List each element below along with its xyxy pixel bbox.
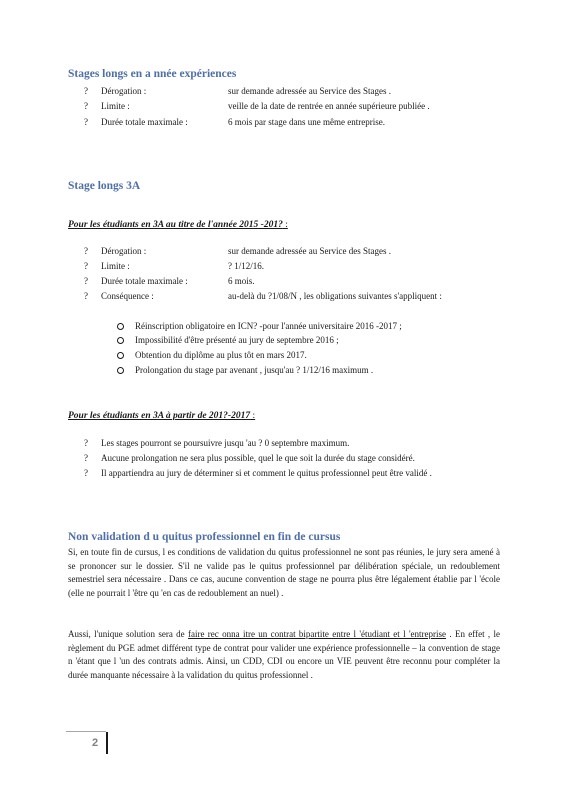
bullet-value: ? 1/12/16. [228,261,264,271]
sublist-text: Réinscription obligatoire en ICN? -pour l'année universitaire 2016 -2017 ; [135,321,402,331]
bullet-text: Il appartiendra au jury de déterminer si et comment le quitus professionnel peut être validé . [101,468,432,478]
circle-bullet-icon [117,367,124,374]
bullet-marker: ? [84,261,88,271]
section-heading-non-validation: Non validation d u quitus professionnel en fin de cursus [68,531,341,543]
subheading-suffix: : [250,411,256,421]
bullet-label: Dérogation : [101,86,147,96]
bullet-value: 6 mois. [228,276,255,286]
bullet-label: Dérogation : [101,246,147,256]
bullet-value: sur demande adressée au Service des Stages . [228,246,391,256]
bullet-marker: ? [84,276,88,286]
bullet-label: Limite : [101,101,130,111]
bullet-marker: ? [84,101,88,111]
bullet-text: Les stages pourront se poursuivre jusqu 'au ? 0 septembre maximum. [101,438,350,448]
paragraph-unique-solution [68,628,500,682]
bullet-label: Durée totale maximale : [101,276,188,286]
bullet-value: au-delà du ?1/08/N , les obligations suivantes s'appliquent : [228,291,442,301]
sublist-text: Obtention du diplôme au plus tôt en mars 2017. [135,350,307,360]
bullet-marker: ? [84,291,88,301]
bullet-value: sur demande adressée au Service des Stages . [228,86,391,96]
circle-bullet-icon [117,323,124,330]
bullet-marker: ? [84,246,88,256]
paragraph-text: . En effet , le règlement du PGE admet différent type de contrat pour valider une expérience professionnelle – la convention de stage n 'étant que l 'un des contrats admis. Ainsi, un CDD, CDI ou encore un VIE peuvent être reconnu pour compléter la durée manquante nécessaire à la validation du quitus professionnel . [68,629,500,680]
footer-rule [66,731,106,732]
bullet-text: Aucune prolongation ne sera plus possible, quel le que soit la durée du stage considéré. [101,453,415,463]
section-heading-stage-longs-3a: Stage longs 3A [68,180,141,192]
section-heading-stages-longs-annee-experiences: Stages longs en a nnée expériences [68,68,237,80]
bullet-marker: ? [84,453,88,463]
subheading-suffix: : [282,220,288,230]
paragraph-text: Aussi, l'unique solution sera de [68,629,188,639]
subheading-etudiants-3a-2017 [68,411,255,421]
bullet-marker: ? [84,117,88,127]
circle-bullet-icon [117,337,124,344]
sublist-text: Impossibilité d'être présenté au jury de septembre 2016 ; [135,335,339,345]
bullet-marker: ? [84,438,88,448]
bullet-marker: ? [84,468,88,478]
subheading-etudiants-3a-2015 [68,220,288,230]
underlined-text: faire rec onna itre un contrat bipartite entre l 'étudiant et l 'entreprise [188,629,447,639]
page-number: 2 [92,737,99,749]
bullet-value: veille de la date de rentrée en année supérieure publiée . [228,101,430,111]
sublist-text: Prolongation du stage par avenant , jusqu'au ? 1/12/16 maximum . [135,365,374,375]
bullet-label: Durée totale maximale : [101,117,188,127]
bullet-marker: ? [84,86,88,96]
bullet-label: Limite : [101,261,130,271]
circle-bullet-icon [117,352,124,359]
paragraph-non-validation: Si, en toute fin de cursus, l es conditions de validation du quitus professionnel ne sont pas réunies, le jury sera amené à se prononcer sur le dossier. S'il ne valide pas le quitus professionnel par délibération spéciale, un redoublement semestriel sera nécessaire . Dans ce cas, aucune convention de stage ne pourra plus être légalement établie par l 'école (elle ne pourrait l 'être qu 'en cas de redoublement an nuel) . [68,547,500,598]
bullet-value: 6 mois par stage dans une même entreprise. [228,117,385,127]
footer-separator [106,732,108,754]
subheading-text: Pour les étudiants en 3A à partir de 201?-2017 [68,411,251,421]
bullet-label: Conséquence : [101,291,154,301]
subheading-text: Pour les étudiants en 3A au titre de l'année 2015 -201? [68,220,283,230]
